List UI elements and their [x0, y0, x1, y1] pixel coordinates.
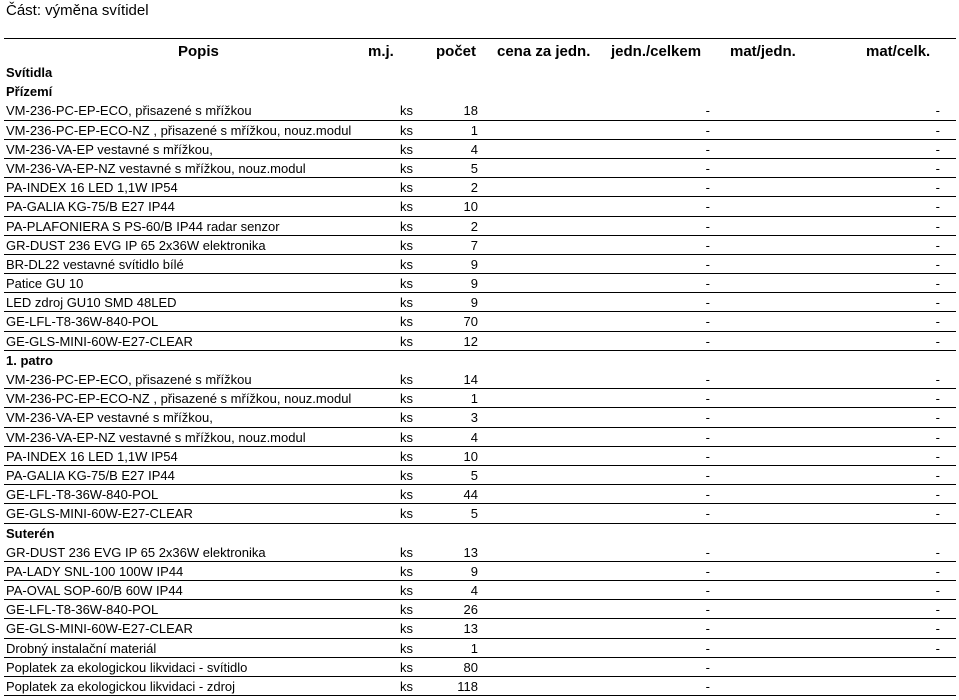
- item-desc: VM-236-VA-EP-NZ vestavné s mřížkou, nouz.modul: [6, 160, 306, 176]
- item-total: -: [705, 640, 710, 656]
- item-qty: 9: [470, 256, 478, 272]
- item-desc: GR-DUST 236 EVG IP 65 2x36W elektronika: [6, 237, 266, 253]
- item-unit: ks: [400, 160, 413, 176]
- item-unit: ks: [400, 218, 413, 234]
- item-total: -: [705, 141, 710, 157]
- item-total: -: [705, 103, 710, 119]
- item-unit: ks: [400, 467, 413, 483]
- header-price: cena za jedn.: [497, 43, 591, 60]
- item-mat-total: -: [935, 544, 940, 560]
- item-mat-total: -: [935, 429, 940, 445]
- item-desc: VM-236-PC-EP-ECO-NZ , přisazené s mřížkou, nouz.modul: [6, 122, 352, 138]
- item-unit: ks: [400, 103, 413, 119]
- item-qty: 1: [470, 122, 478, 138]
- item-unit: ks: [400, 141, 413, 157]
- item-qty: 5: [470, 160, 478, 176]
- item-unit: ks: [400, 429, 413, 445]
- item-desc: PA-INDEX 16 LED 1,1W IP54: [6, 448, 178, 464]
- table-row: [4, 562, 956, 581]
- item-mat-total: -: [935, 506, 940, 522]
- item-total: -: [705, 583, 710, 599]
- table-row: [4, 658, 956, 677]
- item-total: -: [705, 256, 710, 272]
- item-desc: BR-DL22 vestavné svítidlo bílé: [6, 256, 184, 272]
- item-mat-total: -: [935, 199, 940, 215]
- item-total: -: [705, 237, 710, 253]
- item-mat-total: -: [935, 487, 940, 503]
- item-qty: 1: [470, 391, 478, 407]
- item-desc: Poplatek za ekologickou likvidaci - svítidlo: [6, 659, 248, 675]
- item-total: -: [705, 160, 710, 176]
- item-total: -: [705, 679, 710, 694]
- table-row: [4, 408, 956, 427]
- item-total: -: [705, 602, 710, 618]
- item-total: -: [705, 276, 710, 292]
- table-row: [4, 159, 956, 178]
- section-label: 1. patro: [6, 352, 53, 368]
- item-total: -: [705, 659, 710, 675]
- table-row: [4, 121, 956, 140]
- header-mat-total: mat/celk.: [866, 43, 931, 60]
- section-row: [4, 63, 956, 82]
- item-total: -: [705, 314, 710, 330]
- table-row: [4, 255, 956, 274]
- item-unit: ks: [400, 583, 413, 599]
- item-total: -: [705, 372, 710, 387]
- item-mat-total: -: [935, 583, 940, 599]
- item-unit: ks: [400, 237, 413, 253]
- item-qty: 26: [463, 602, 478, 618]
- item-mat-total: -: [935, 410, 940, 426]
- table-row: [4, 466, 956, 485]
- item-mat-total: -: [935, 295, 940, 311]
- item-mat-total: -: [935, 640, 940, 656]
- item-desc: Drobný instalační materiál: [6, 640, 157, 656]
- item-total: -: [705, 199, 710, 215]
- item-desc: VM-236-VA-EP vestavné s mřížkou,: [6, 410, 213, 426]
- item-unit: ks: [400, 659, 413, 675]
- table-row: [4, 485, 956, 504]
- item-desc: GE-GLS-MINI-60W-E27-CLEAR: [6, 506, 193, 522]
- section-row: [4, 351, 956, 370]
- item-mat-total: -: [935, 237, 940, 253]
- item-qty: 10: [463, 448, 478, 464]
- item-total: -: [705, 544, 710, 560]
- item-qty: 4: [470, 429, 478, 445]
- item-qty: 13: [463, 544, 478, 560]
- item-desc: GE-LFL-T8-36W-840-POL: [6, 487, 159, 503]
- item-unit: ks: [400, 391, 413, 407]
- item-total: -: [705, 506, 710, 522]
- item-qty: 2: [470, 218, 478, 234]
- item-qty: 80: [463, 659, 478, 675]
- header-unit: m.j.: [368, 43, 394, 60]
- item-mat-total: -: [935, 180, 940, 196]
- item-unit: ks: [400, 199, 413, 215]
- table-row: [4, 197, 956, 216]
- table-header: [4, 39, 956, 63]
- item-mat-total: -: [935, 218, 940, 234]
- item-qty: 5: [470, 467, 478, 483]
- table-row: [4, 293, 956, 312]
- header-desc: Popis: [178, 43, 219, 60]
- table-row: [4, 447, 956, 466]
- item-desc: GE-GLS-MINI-60W-E27-CLEAR: [6, 333, 193, 349]
- item-mat-total: -: [935, 314, 940, 330]
- item-unit: ks: [400, 314, 413, 330]
- item-unit: ks: [400, 640, 413, 656]
- item-unit: ks: [400, 276, 413, 292]
- item-desc: GR-DUST 236 EVG IP 65 2x36W elektronika: [6, 544, 266, 560]
- item-total: -: [705, 218, 710, 234]
- item-total: -: [705, 448, 710, 464]
- item-qty: 14: [463, 372, 478, 387]
- item-unit: ks: [400, 679, 413, 694]
- table-row: [4, 389, 956, 408]
- section-row: [4, 524, 956, 543]
- item-qty: 3: [470, 410, 478, 426]
- table-row: [4, 677, 956, 696]
- table-row: [4, 581, 956, 600]
- item-total: -: [705, 621, 710, 637]
- item-unit: ks: [400, 333, 413, 349]
- item-qty: 13: [463, 621, 478, 637]
- table-row: [4, 236, 956, 255]
- item-desc: PA-INDEX 16 LED 1,1W IP54: [6, 180, 178, 196]
- item-mat-total: -: [935, 467, 940, 483]
- item-qty: 118: [457, 679, 478, 694]
- table-row: [4, 543, 956, 562]
- item-unit: ks: [400, 410, 413, 426]
- page-title: Část: výměna svítidel: [6, 2, 149, 19]
- item-desc: VM-236-VA-EP-NZ vestavné s mřížkou, nouz.modul: [6, 429, 306, 445]
- item-desc: VM-236-PC-EP-ECO, přisazené s mřížkou: [6, 103, 252, 119]
- item-desc: PA-LADY SNL-100 100W IP44: [6, 563, 184, 579]
- item-total: -: [705, 295, 710, 311]
- table-row: [4, 274, 956, 293]
- table-row: [4, 619, 956, 638]
- item-unit: ks: [400, 256, 413, 272]
- table-row: [4, 428, 956, 447]
- item-total: -: [705, 333, 710, 349]
- section-label: Svítidla: [6, 65, 53, 80]
- item-mat-total: -: [935, 103, 940, 119]
- item-qty: 9: [470, 295, 478, 311]
- item-desc: Poplatek za ekologickou likvidaci - zdroj: [6, 679, 236, 694]
- item-mat-total: -: [935, 141, 940, 157]
- item-mat-total: -: [935, 563, 940, 579]
- section-row: [4, 82, 956, 101]
- item-unit: ks: [400, 372, 413, 387]
- table-row: [4, 101, 956, 120]
- item-unit: ks: [400, 180, 413, 196]
- item-mat-total: -: [935, 256, 940, 272]
- item-unit: ks: [400, 487, 413, 503]
- item-qty: 9: [470, 563, 478, 579]
- item-unit: ks: [400, 621, 413, 637]
- item-desc: LED zdroj GU10 SMD 48LED: [6, 295, 177, 311]
- table-row: [4, 140, 956, 159]
- item-qty: 70: [463, 314, 478, 330]
- item-desc: GE-LFL-T8-36W-840-POL: [6, 314, 159, 330]
- item-total: -: [705, 122, 710, 138]
- item-mat-total: -: [935, 372, 940, 387]
- header-mat-unit: mat/jedn.: [730, 43, 796, 60]
- item-total: -: [705, 467, 710, 483]
- header-qty: počet: [436, 43, 477, 60]
- item-qty: 9: [470, 276, 478, 292]
- item-mat-total: -: [935, 122, 940, 138]
- item-unit: ks: [400, 602, 413, 618]
- table-row: [4, 312, 956, 331]
- item-mat-total: -: [935, 621, 940, 637]
- item-qty: 12: [463, 333, 478, 349]
- section-label: Přízemí: [6, 84, 53, 100]
- item-total: -: [705, 410, 710, 426]
- item-mat-total: -: [935, 391, 940, 407]
- item-total: -: [705, 429, 710, 445]
- item-desc: VM-236-PC-EP-ECO-NZ , přisazené s mřížkou, nouz.modul: [6, 391, 352, 407]
- item-desc: PA-OVAL SOP-60/B 60W IP44: [6, 583, 183, 599]
- item-total: -: [705, 180, 710, 196]
- table-row: [4, 217, 956, 236]
- price-table: [4, 38, 956, 696]
- table-row: [4, 504, 956, 523]
- item-qty: 10: [463, 199, 478, 215]
- item-desc: VM-236-PC-EP-ECO, přisazené s mřížkou: [6, 372, 252, 387]
- item-mat-total: -: [935, 602, 940, 618]
- item-desc: PA-GALIA KG-75/B E27 IP44: [6, 199, 175, 215]
- item-qty: 4: [470, 141, 478, 157]
- item-qty: 5: [470, 506, 478, 522]
- item-total: -: [705, 391, 710, 407]
- item-total: -: [705, 487, 710, 503]
- item-unit: ks: [400, 563, 413, 579]
- item-mat-total: -: [935, 333, 940, 349]
- item-desc: Patice GU 10: [6, 276, 84, 292]
- item-desc: PA-GALIA KG-75/B E27 IP44: [6, 467, 175, 483]
- item-qty: 1: [470, 640, 478, 656]
- item-unit: ks: [400, 448, 413, 464]
- table-row: [4, 332, 956, 351]
- item-qty: 7: [470, 237, 478, 253]
- item-unit: ks: [400, 544, 413, 560]
- item-unit: ks: [400, 295, 413, 311]
- item-qty: 2: [470, 180, 478, 196]
- table-row: [4, 178, 956, 197]
- item-desc: VM-236-VA-EP vestavné s mřížkou,: [6, 141, 213, 157]
- item-desc: GE-LFL-T8-36W-840-POL: [6, 602, 159, 618]
- item-desc: PA-PLAFONIERA S PS-60/B IP44 radar senzor: [6, 218, 280, 234]
- item-qty: 18: [463, 103, 478, 119]
- section-label: Suterén: [6, 525, 55, 541]
- table-row: [4, 600, 956, 619]
- item-desc: GE-GLS-MINI-60W-E27-CLEAR: [6, 621, 193, 637]
- item-mat-total: -: [935, 160, 940, 176]
- item-qty: 44: [463, 487, 478, 503]
- table-row: [4, 639, 956, 658]
- item-unit: ks: [400, 122, 413, 138]
- table-row: [4, 370, 956, 389]
- table-body: [4, 63, 956, 696]
- item-total: -: [705, 563, 710, 579]
- header-total: jedn./celkem: [611, 43, 702, 60]
- item-unit: ks: [400, 506, 413, 522]
- item-mat-total: -: [935, 276, 940, 292]
- item-mat-total: -: [935, 448, 940, 464]
- item-qty: 4: [470, 583, 478, 599]
